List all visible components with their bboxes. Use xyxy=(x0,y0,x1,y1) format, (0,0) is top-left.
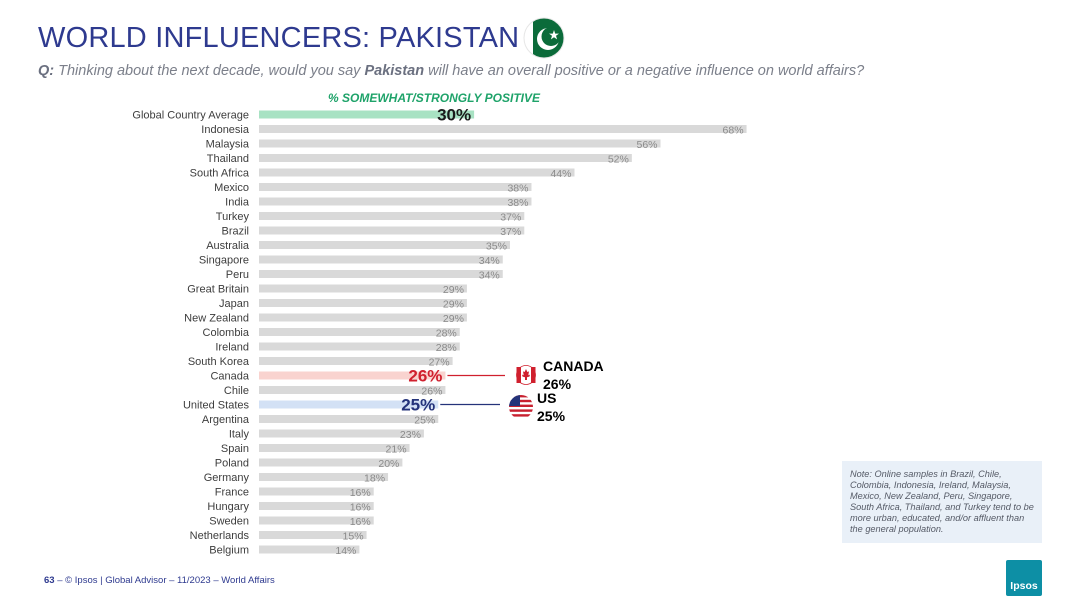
bar xyxy=(259,270,503,278)
category-label: South Korea xyxy=(187,356,249,368)
category-label: Turkey xyxy=(215,211,249,223)
category-label: Belgium xyxy=(209,544,249,557)
bar xyxy=(259,343,460,351)
data-label: 27% xyxy=(428,356,450,369)
us-callout-label: US xyxy=(537,390,557,406)
page-title: WORLD INFLUENCERS: PAKISTAN xyxy=(38,22,520,54)
data-label: 38% xyxy=(507,197,529,209)
category-label: Chile xyxy=(223,385,249,397)
category-label: Netherlands xyxy=(189,530,249,542)
category-label: India xyxy=(225,196,249,209)
data-label: 38% xyxy=(507,182,529,195)
question-prefix: Q: xyxy=(38,63,55,79)
us-flag-icon xyxy=(508,394,534,420)
data-label: 37% xyxy=(500,226,522,238)
data-label: 16% xyxy=(349,501,371,514)
series-header: % SOMEWHAT/STRONGLY POSITIVE xyxy=(327,91,540,105)
data-label: 26% xyxy=(408,366,443,386)
category-label: Malaysia xyxy=(205,138,249,151)
data-label: 28% xyxy=(435,342,457,354)
bar xyxy=(259,140,661,148)
bar xyxy=(259,415,438,423)
data-label: 20% xyxy=(378,458,400,470)
category-label: Italy xyxy=(228,428,249,441)
category-label: Thailand xyxy=(206,153,249,165)
category-label: Poland xyxy=(214,457,249,470)
us-callout-value: 25% xyxy=(537,408,566,424)
data-label: 26% xyxy=(421,385,443,398)
category-label: Sweden xyxy=(209,515,249,528)
data-label: 30% xyxy=(437,105,472,125)
question-country: Pakistan xyxy=(364,63,425,79)
data-label: 23% xyxy=(399,429,421,441)
data-label: 16% xyxy=(349,516,371,528)
category-label: Spain xyxy=(220,443,249,455)
data-label: 34% xyxy=(478,255,500,267)
category-label: Ireland xyxy=(215,341,249,354)
bar xyxy=(259,227,524,235)
category-label: Hungary xyxy=(207,501,249,513)
bar xyxy=(259,198,531,206)
data-label: 16% xyxy=(349,487,371,499)
data-label: 29% xyxy=(442,284,464,296)
data-label: 52% xyxy=(607,153,629,166)
bar xyxy=(259,183,531,191)
data-label: 37% xyxy=(500,211,522,224)
category-label: New Zealand xyxy=(184,312,249,325)
bar xyxy=(259,256,503,264)
data-label: 18% xyxy=(364,472,386,485)
bar xyxy=(259,328,460,336)
bar xyxy=(259,212,524,220)
data-label: 15% xyxy=(342,530,364,543)
category-label: Brazil xyxy=(221,225,249,238)
bar xyxy=(259,285,467,293)
category-label: Global Country Average xyxy=(132,109,249,122)
bar xyxy=(259,154,632,162)
category-label: Argentina xyxy=(201,414,249,426)
bar xyxy=(259,299,467,307)
category-label: Germany xyxy=(203,472,249,484)
category-label: France xyxy=(214,486,249,499)
methodology-note: Note: Online samples in Brazil, Chile, Colombia, Indonesia, Ireland, Malaysia, Mexico, New Zealand, Peru, Singapore, South Africa, Thailand, and Turkey tend to be more urban, educated, and/or affluent than the general population. xyxy=(842,461,1042,543)
category-label: Japan xyxy=(219,298,249,310)
data-label: 14% xyxy=(335,545,357,557)
question-part1: Thinking about the next decade, would you say xyxy=(54,63,365,79)
data-label: 68% xyxy=(722,124,744,137)
footer-text: – © Ipsos | Global Advisor – 11/2023 – World Affairs xyxy=(54,575,275,586)
bar xyxy=(259,314,467,322)
page-number: 63 xyxy=(44,575,55,586)
data-label: 29% xyxy=(442,313,464,325)
bar xyxy=(259,386,445,394)
data-label: 28% xyxy=(435,327,457,340)
data-label: 56% xyxy=(636,139,658,151)
category-label: Singapore xyxy=(198,254,249,267)
category-label: Indonesia xyxy=(201,124,249,136)
data-label: 44% xyxy=(550,168,572,180)
data-label: 35% xyxy=(485,240,507,253)
canada-callout-value: 26% xyxy=(543,376,572,392)
category-label: South Africa xyxy=(189,167,249,180)
category-label: Australia xyxy=(206,240,249,252)
data-label: 29% xyxy=(442,298,464,311)
data-label: 25% xyxy=(414,414,436,427)
question-part2: will have an overall positive or a negative influence on world affairs? xyxy=(424,63,865,79)
data-label: 34% xyxy=(478,269,500,282)
bar xyxy=(259,241,510,249)
canada-flag-icon xyxy=(513,365,539,385)
bar xyxy=(259,169,574,177)
category-label: Mexico xyxy=(214,182,249,194)
bar xyxy=(259,125,747,133)
ipsos-logo xyxy=(1006,560,1042,596)
category-label: Canada xyxy=(210,370,249,383)
category-label: United States xyxy=(182,399,249,412)
category-label: Peru xyxy=(225,269,249,281)
canada-callout-label: CANADA xyxy=(543,358,604,374)
footer xyxy=(44,575,275,586)
bar xyxy=(259,357,453,365)
data-label: 21% xyxy=(385,443,407,456)
category-label: Colombia xyxy=(202,327,249,339)
logo-text: Ipsos xyxy=(1010,580,1038,592)
category-label: Great Britain xyxy=(187,283,249,296)
data-label: 25% xyxy=(401,395,436,415)
